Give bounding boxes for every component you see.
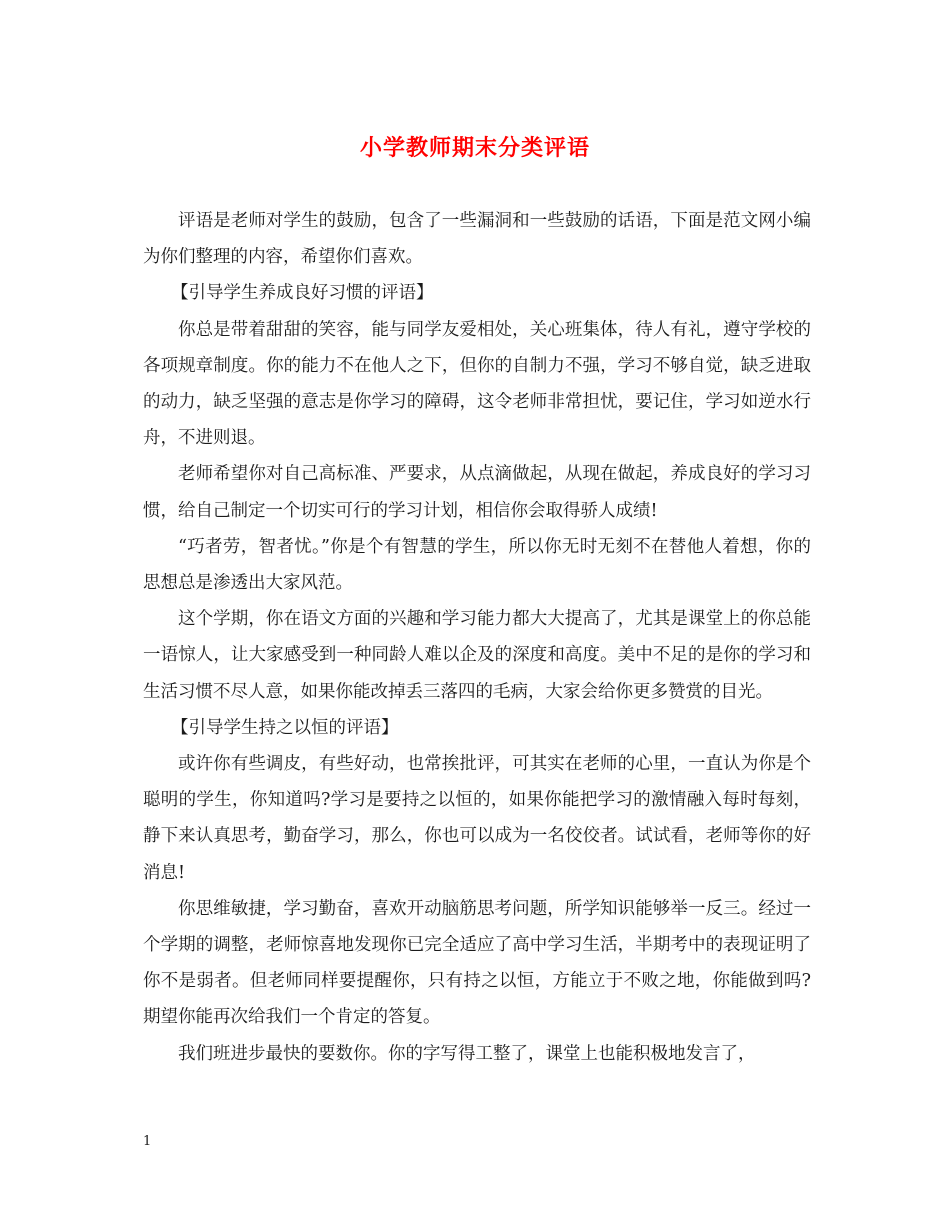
paragraph-comment: 这个学期，你在语文方面的兴趣和学习能力都大大提高了，尤其是课堂上的你总能一语惊人，让大家感受到一种同龄人难以企及的深度和高度。美中不足的是你的学习和生活习惯不尽人意，如果你能改掉丢三落四的毛病，大家会给你更多赞赏的目光。 bbox=[143, 609, 811, 702]
section-heading-good-habits: 【引导学生养成良好习惯的评语】 bbox=[171, 283, 434, 304]
document-title: 小学教师期末分类评语 bbox=[359, 135, 590, 161]
paragraph-comment: 我们班进步最快的要数你。你的字写得工整了，课堂上也能积极地发言了， bbox=[178, 1043, 756, 1064]
paragraph-comment: 老师希望你对自己高标准、严要求，从点滴做起，从现在做起，养成良好的学习习惯，给自己制定一个切实可行的学习计划，相信你会取得骄人成绩! bbox=[143, 464, 811, 521]
section-heading-perseverance: 【引导学生持之以恒的评语】 bbox=[171, 717, 399, 738]
paragraph-comment: 你总是带着甜甜的笑容，能与同学友爱相处，关心班集体，待人有礼，遵守学校的各项规章制度。你的能力不在他人之下，但你的自制力不强，学习不够自觉，缺乏进取的动力，缺乏坚强的意志是你学习的障碍，这令老师非常担忧，要记住，学习如逆水行舟，不进则退。 bbox=[143, 319, 811, 449]
paragraph-comment: “巧者劳，智者忧。”你是个有智慧的学生，所以你无时无刻不在替他人着想，你的思想总是渗透出大家风范。 bbox=[143, 536, 811, 594]
document-body bbox=[143, 203, 811, 1072]
paragraph-intro: 评语是老师对学生的鼓励，包含了一些漏洞和一些鼓励的话语，下面是范文网小编为你们整理的内容，希望你们喜欢。 bbox=[143, 211, 811, 268]
page-number: 1 bbox=[143, 1134, 152, 1149]
paragraph-comment: 你思维敏捷，学习勤奋，喜欢开动脑筋思考问题，所学知识能够举一反三。经过一个学期的调整，老师惊喜地发现你已完全适应了高中学习生活，半期考中的表现证明了你不是弱者。但老师同样要提醒你，只有持之以恒，方能立于不败之地，你能做到吗?期望你能再次给我们一个肯定的答复。 bbox=[143, 898, 811, 1028]
paragraph-comment: 或许你有些调皮，有些好动，也常挨批评，可其实在老师的心里，一直认为你是个聪明的学生，你知道吗?学习是要持之以恒的，如果你能把学习的激情融入每时每刻，静下来认真思考，勤奋学习，那么，你也可以成为一名佼佼者。试试看，老师等你的好消息! bbox=[143, 754, 811, 883]
